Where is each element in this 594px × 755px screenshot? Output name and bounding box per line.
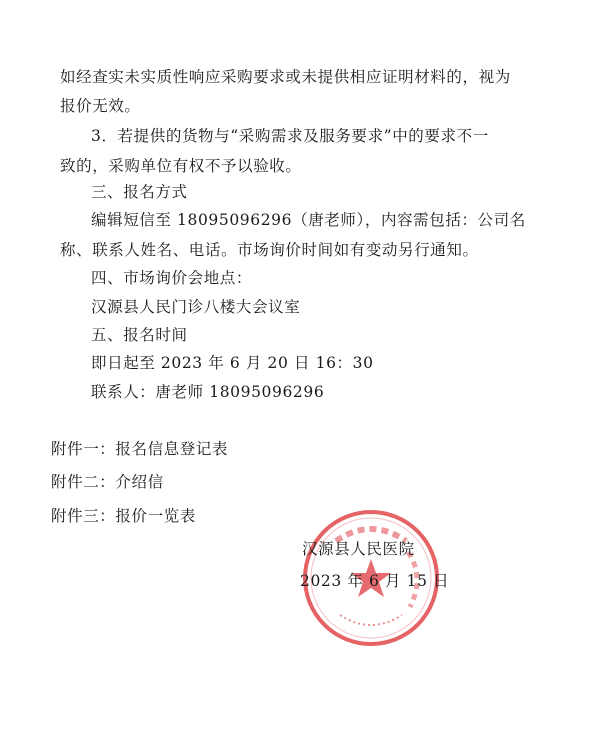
body-line-3: 3．若提供的货物与“采购需求及服务要求”中的要求不一 [91,127,489,145]
contact-text: 联系人：唐老师 18095096296 [91,383,325,401]
attachment-2: 附件二：介绍信 [51,473,164,491]
location-text: 汉源县人民门诊八楼大会议室 [91,298,301,316]
registration-time-text: 即日起至 2023 年 6 月 20 日 16：30 [91,354,374,372]
body-line-sms-cont: 称、联系人姓名、电话。市场询价时间如有变动另行通知。 [60,241,479,259]
attachment-3: 附件三：报价一览表 [51,507,196,525]
body-line-1: 如经查实未实质性响应采购要求或未提供相应证明材料的，视为 [60,68,511,86]
section-heading-registration-time: 五、报名时间 [91,326,188,344]
body-line-4: 致的，采购单位有权不予以验收。 [60,157,302,175]
body-line-sms: 编辑短信至 18095096296（唐老师），内容需包括：公司名 [91,211,526,229]
section-heading-registration-method: 三、报名方式 [91,183,188,201]
body-line-2: 报价无效。 [60,97,141,115]
section-heading-location: 四、市场询价会地点： [91,269,253,287]
signature-organization: 汉源县人民医院 [302,540,415,558]
signature-date: 2023 年 6 月 15 日 [300,572,450,590]
attachment-1: 附件一：报名信息登记表 [51,440,229,458]
